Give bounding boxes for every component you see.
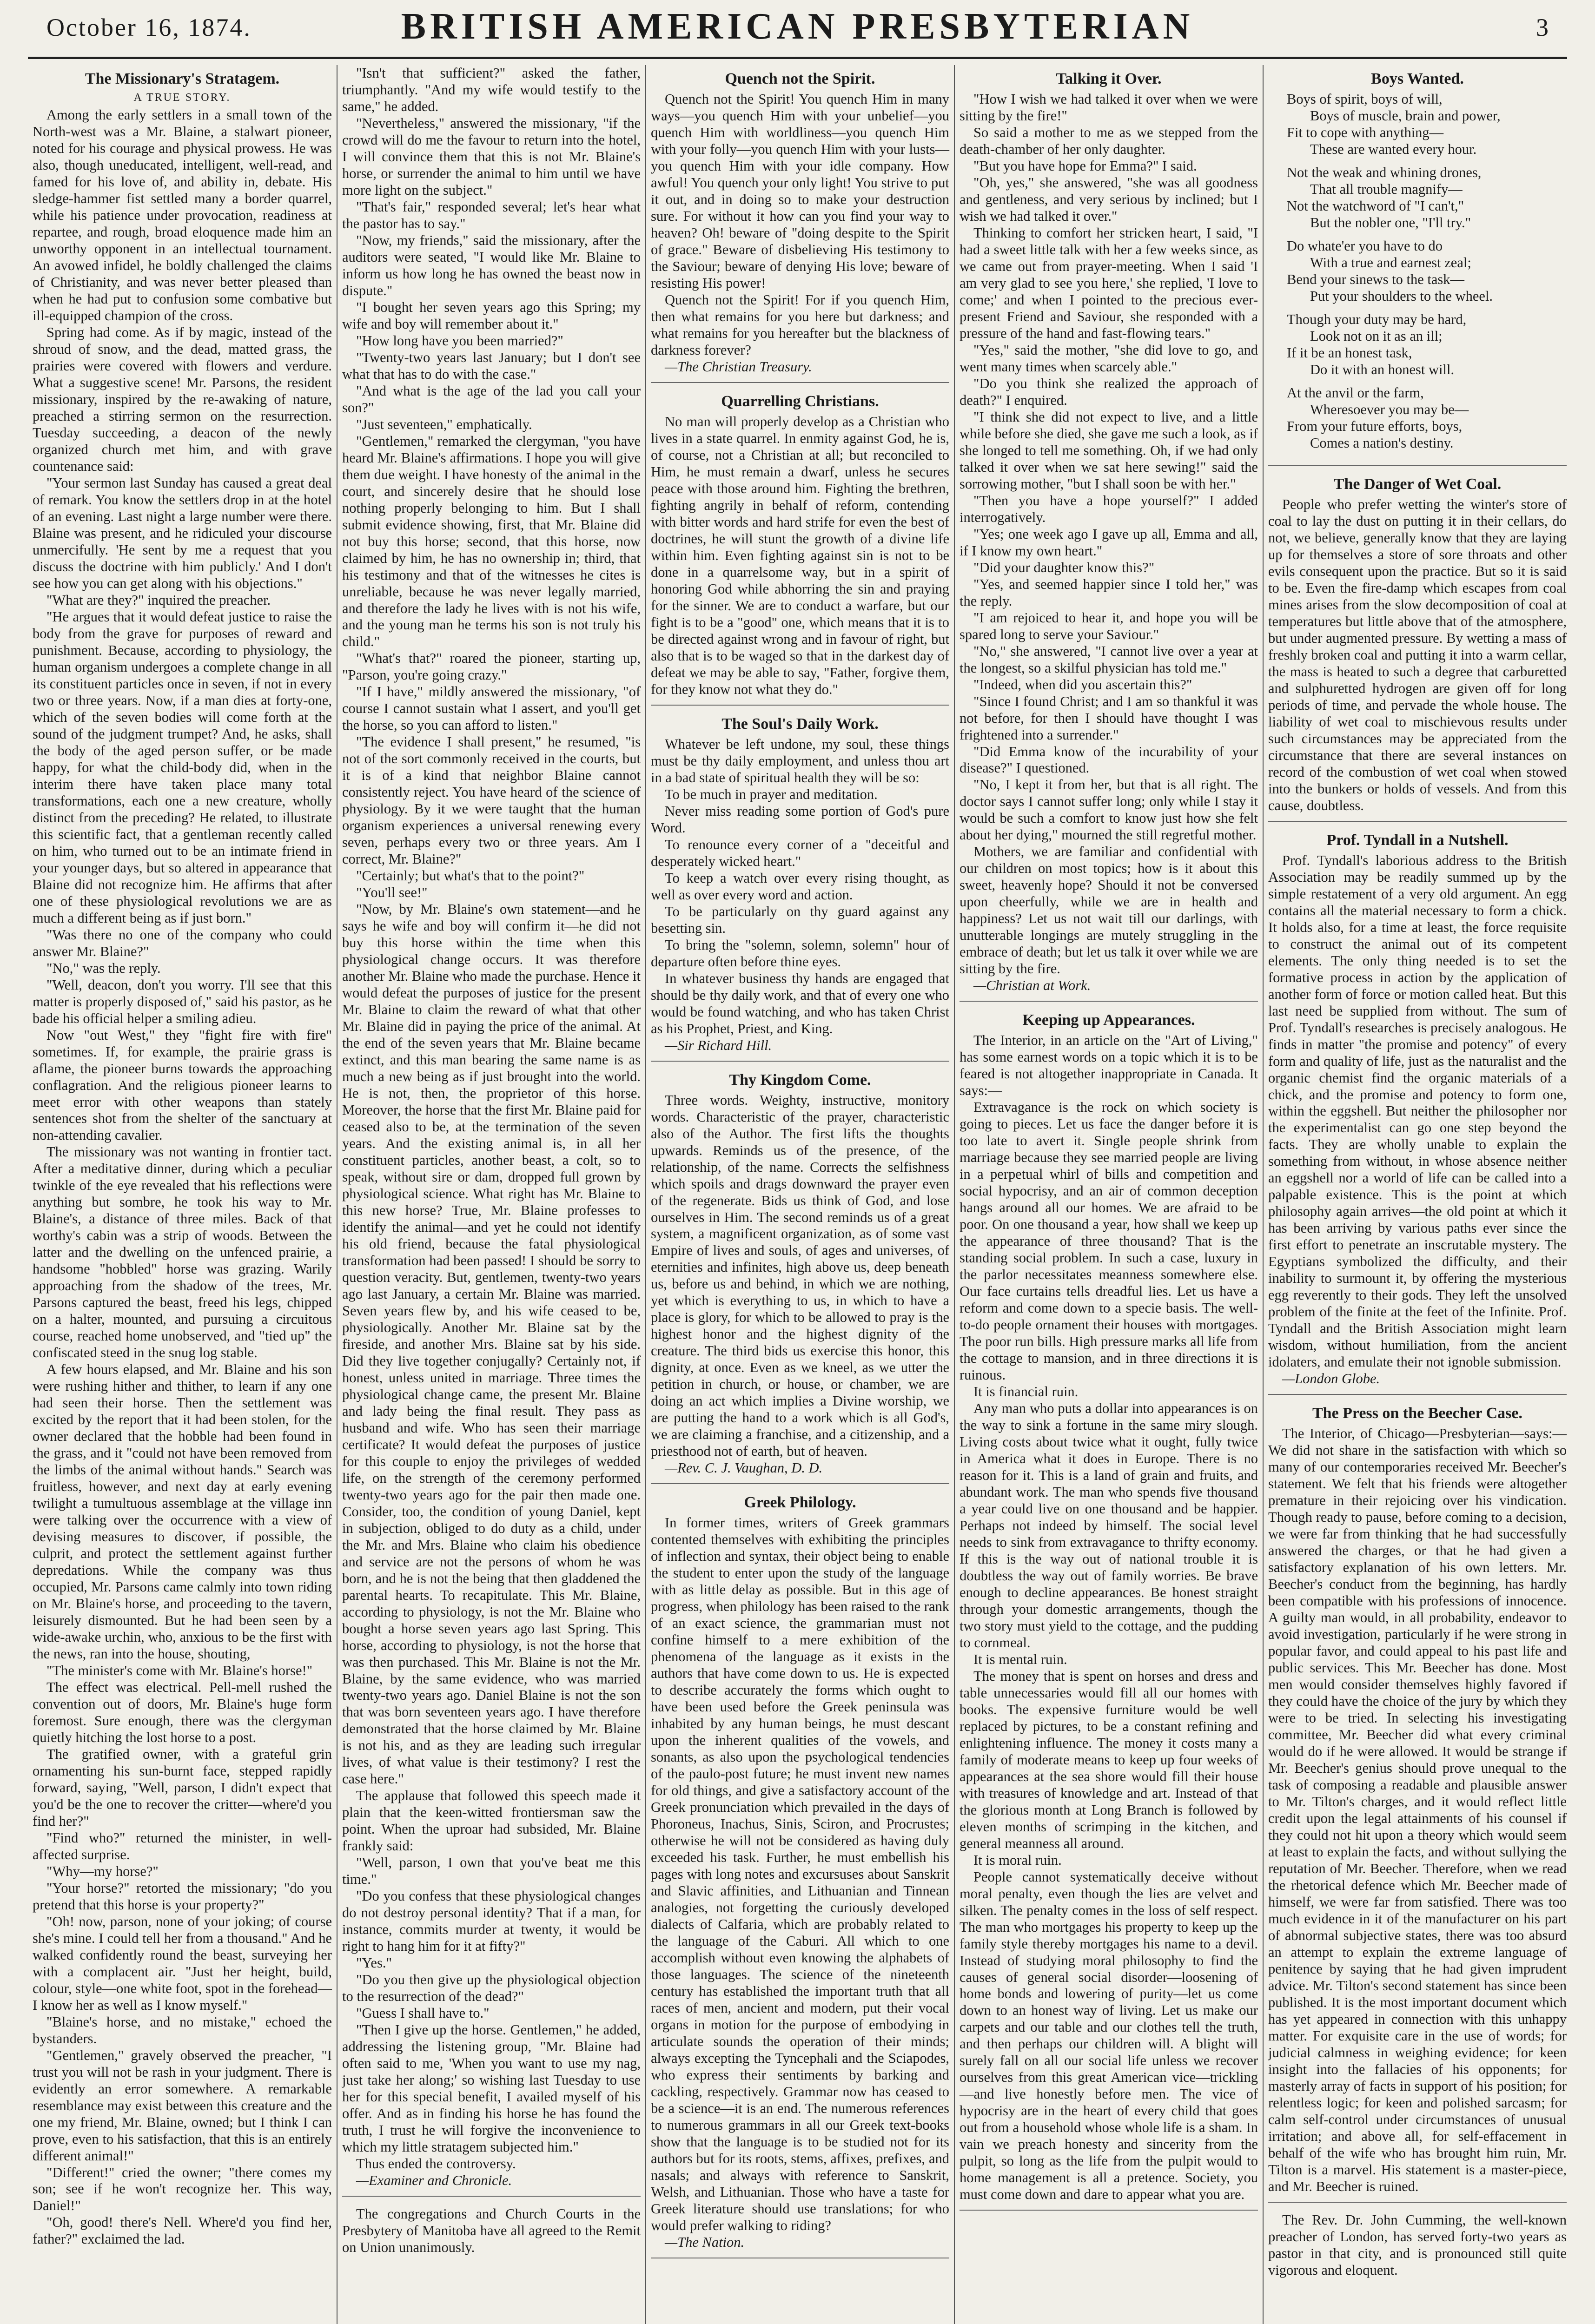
article-kingdom: [651, 1071, 949, 1485]
paragraph: Thinking to comfort her stricken heart, I said, "I had a sweet little talk with her a few weeks since, as we came out from prayer-meeting. When I said 'I am very glad to see you here,' she replied, 'I love to come;' and when I pointed to the precious ever-present Friend and Saviour, she responded with a pressure of the hand and fast-flowing tears.": [960, 224, 1258, 341]
paragraph: In whatever business thy hands are engaged that should be thy daily work, and that of every one who would be found watching, and who has taken Christ as his Prophet, Priest, and King.: [651, 970, 949, 1037]
stanza-gap: [1268, 158, 1567, 165]
article-title: Prof. Tyndall in a Nutshell.: [1326, 831, 1509, 849]
paragraph: "Guess I shall have to.": [356, 2005, 490, 2021]
paragraph: To renounce every corner of a "deceitful and desperately wicked heart.": [651, 836, 949, 869]
article-soul: [651, 715, 949, 1062]
paragraph: "Was there no one of the company who could answer Mr. Blaine?": [33, 926, 332, 959]
paragraph: A few hours elapsed, and Mr. Blaine and his son were rushing hither and thither, to learn if any one had seen their horse. Then the settlement was excited by the report that it had been stolen, for the owner declared that the hobble had been found in the grass, and it "could not have been removed from the limbs of the animal without hands." Search was fruitless, however, and next day at early evening twilight a tumultuous assemblage at the village inn were talking over the occurrence with a view of devising measures to discover, if possible, the culprit, and protect the settlement against further depredations. While the company was thus occupied, Mr. Parsons came calmly into town riding on Mr. Blaine's horse, and proceeding to the tavern, leisurely dismounted. But he had been seen by a wide-awake urchin, who, anxious to be the first with the news, ran into the house, shouting,: [33, 1361, 332, 1662]
paragraph: "The minister's come with Mr. Blaine's horse!": [46, 1662, 313, 1678]
paragraph: "Yes," said the mother, "she did love to go, and went many times when scarcely able.": [960, 342, 1258, 375]
poem-line: At the anvil or the farm,: [1287, 384, 1424, 401]
paragraph: "But you have hope for Emma?" I said.: [973, 158, 1197, 174]
paragraph: "Just seventeen," emphatically.: [356, 416, 532, 432]
poem-line: Not the weak and whining drones,: [1287, 165, 1482, 181]
paragraph: People cannot systematically deceive without moral penalty, even though the lies are velvet and silken. The penalty comes in the loss of self respect. The man who mortgages his property to keep up the family style thereby mortgages his name to a devil. Instead of studying moral philosophy to find the causes of general social disorder—loosening of home bonds and lowering of purity—let us come down to an honest way of living. Let us make our carpets and our table and our clothes tell the truth, and then perhaps our children will. A blight will surely fall on all our social life unless we recover ourselves from this great American vice—trickling—and live honestly before men. The vice of hypocrisy are in the heart of every child that goes out from a household whose whole life is a sham. In vain we preach honesty and sincerity from the pulpit, so long as the life from the pulpit would to home management is all a pretence. Society, you must come down and dare to appear what you are.: [960, 1868, 1258, 2203]
page-number: 3: [1536, 13, 1549, 41]
paragraph: "The evidence I shall present," he resumed, "is not of the sort commonly received in the courts, but it is of a kind that neighbor Blaine cannot consistently reject. You have heard of the science of physiology. By it we were taught that the human organism experiences a universal renewing every seven, perhaps every two or three years. Am I correct, Mr. Blaine?": [342, 734, 641, 867]
paragraph: "What's that?" roared the pioneer, starting up, "Parson, you're going crazy.": [342, 650, 641, 683]
article-title: Quench not the Spirit.: [725, 70, 875, 87]
poem-line: Not the watchword of "I can't,": [1287, 198, 1464, 214]
article-source: —Examiner and Chronicle.: [356, 2172, 512, 2189]
paragraph: "Your horse?" retorted the missionary; "do you pretend that this horse is your property?": [33, 1880, 332, 1913]
paragraph: "Why—my horse?": [46, 1863, 159, 1879]
poem-line: Bend your sinews to the task—: [1287, 271, 1465, 287]
paragraph: "Isn't that sufficient?" asked the father, triumphantly. "And my wife would testify to the same," he added.: [342, 65, 641, 114]
stanza-gap: [1268, 305, 1567, 311]
presbytery-notice: The congregations and Church Courts in the Presbytery of Manitoba have all agreed to the Remit on Union unanimously.: [342, 2206, 641, 2255]
paragraph: "Yes.": [356, 1955, 392, 1971]
poem-line: Though your duty may be hard,: [1287, 311, 1467, 327]
article-title: Greek Philology.: [744, 1494, 856, 1512]
paragraph: Spring had come. As if by magic, instead of the shroud of snow, and the dead, matted grass, the prairies were covered with flowers and verdure. What a suggestive scene! Mr. Parsons, the resident missionary, inspired by the re-awaking of nature, preached a stirring sermon on the resurrection. Tuesday succeeding, a deacon of the newly organized church met him, and with grave countenance said:: [33, 324, 332, 475]
article-tyndall: [1268, 831, 1567, 1395]
paragraph: Never miss reading some portion of God's pure Word.: [651, 803, 949, 836]
poem-line: Boys of muscle, brain and power,: [1310, 108, 1501, 124]
stanza-gap: [1268, 452, 1567, 458]
paragraph: "Did your daughter know this?": [973, 559, 1155, 575]
article-greek: [651, 1493, 949, 2258]
paragraph: "Since I found Christ; and I am so thankful it was not before, for then I should have thought I was frightened into a surrender.": [960, 693, 1258, 743]
poem-line: These are wanted every hour.: [1310, 141, 1477, 158]
paragraph: To be particularly on thy guard against any besetting sin.: [651, 903, 949, 936]
paragraph: Thus ended the controversy.: [356, 2156, 516, 2172]
article-subtitle: A TRUE STORY.: [133, 92, 231, 104]
column-3: [645, 65, 954, 2324]
paragraph: "Oh! now, parson, none of your joking; of course she's mine. I could tell her from a thousand." And he walked confidently round the beast, surveying her with a complacent air. "Just her height, build, colour, style—one white foot, spot in the forehead—I know her as well as I know myself.": [33, 1913, 332, 2013]
article-appearances: [960, 1011, 1258, 2211]
paragraph: Prof. Tyndall's laborious address to the British Association may be readily summed up by the simple restatement of a very old argument. An egg contains all the material necessary to form a chick. It holds also, for a time at least, the force requisite to construct the animal out of its competent elements. The only thing needed is to set the formative process in action by the application of another form of force or motion called heat. But this last need be supplied from without. The sum of Prof. Tyndall's researches is precisely analogous. He finds in matter "the promise and potency" of every form and quality of life, just as the naturalist and the organic chemist find the organic materials of a chick, and the promise and potency to form one, within the eggshell. But neither the philosopher nor the experimentalist can go one step beyond the facts. They are wholly unable to explain the something from without, in whose absence neither an eggshell nor a world of life can be called into a palpable existence. This is the point at which philosophy again arrives—the old point at which it has been arriving by various paths ever since the first effort to penetrate an inscrutable mystery. The Egyptians symbolized the difficulty, and their inability to surmount it, by offering the mysterious egg reverently to their gods. They left the unsolved problem of the finite at the feet of the Infinite. Prof. Tyndall and the British Association might learn wisdom, without humiliation, from the ancient idolaters, and emulate their not ignoble submission.: [1268, 852, 1567, 1370]
paragraph: Extravagance is the rock on which society is going to pieces. Let us face the danger before it is too late to avert it. Single people shrink from marriage because they see married people are living in a perpetual whirl of bills and competition and social hypocrisy, and an air of common deception hangs around all our homes. We are afraid to be poor. On one thousand a year, how shall we keep up the appearance of three thousand? That is the standing social problem. In such a case, luxury in the parlor necessitates meanness somewhere else. Our face curtains tells dreadful lies. Let us have a reform and come down to a specie basis. The well-to-do people ornament their houses with mortgages. The poor run bills. High pressure marks all life from the cottage to mansion, and in three directions it is ruinous.: [960, 1099, 1258, 1383]
paragraph: So said a mother to me as we stepped from the death-chamber of her only daughter.: [960, 125, 1258, 158]
paragraph: Mothers, we are familiar and confidential with our children on most topics; how is it about this sweet, heavenly hope? Should it not be conversed upon cheerfully, while we are in health and happiness? Let us not wait till our darlings, with unutterable longings are mutely struggling in the embrace of death; but let us talk it over while we are sitting by the fire.: [960, 844, 1258, 977]
stanza-gap: [1268, 231, 1567, 238]
paragraph: "Your sermon last Sunday has caused a great deal of remark. You know the settlers drop in at the hotel of an evening. Last night a large number were there. Blaine was present, and he ridiculed your discourse unmercifully. 'He sent by me a request that you discuss the doctrine with him publicly.' And I don't see how you can get along with his objections.": [33, 475, 332, 591]
article-title: The Soul's Daily Work.: [721, 715, 879, 733]
article-title: Quarrelling Christians.: [721, 392, 879, 410]
paragraph: In former times, writers of Greek grammars contented themselves with exhibiting the principles of inflection and syntax, their object being to enable the student to enter upon the study of the language with as little delay as possible. But in this age of progress, when philology has been raised to the rank of an exact science, the grammarian must not confine himself to a mere exhibition of the phenomena of the language as it exists in the authors that have come down to us. He is expected to describe accurately the forms which ought to have been used before the Greek peninsula was inhabited by any human beings, he must descant upon the inherent qualities of the vowels, and sonants, as also upon the psychological tendencies of the paulo-post future; he must invent new names for old things, and give a satisfactory account of the Greek pronunciation which prevailed in the days of Phoroneus, Inachus, Sinis, Sciron, and Procrustes; otherwise he will not be considered as having duly exceeded his task. Further, he must embellish his pages with long notes and excursuses about Sanskrit and Slavic affinities, and Lithuanian and Tinnean analogies, not forgetting the curiously developed dialects of Calfaria, which are probably related to the language of the Caburi. All which to one accomplish without even knowing the alphabets of those languages. The science of the nineteenth century has established the important truth that all races of men, ancient and modern, put their vocal organs in motion for the purpose of embodying in articulate sounds the operation of their minds; always excepting the Tyncephali and the Sciapodes, who express their sentiments by barking and cackling, respectively. Grammar now has ceased to be a science—it is an end. The numerous references to numerous grammars in all our Greek text-books show that the language is to be studied not for its authors but for its roots, stems, affixes, prefixes, and nasals; and always with reference to Sanskrit, Welsh, and Lithuanian. Those who have a taste for Greek literature should use translations; for who would prefer walking to riding?: [651, 1515, 949, 2233]
issue-date: October 16, 1874.: [46, 13, 251, 41]
paragraph: The missionary was not wanting in frontier tact. After a meditative dinner, during which a peculiar twinkle of the eye revealed that his reflections were anything but sombre, he took his way to Mr. Blaine's, a distance of three miles. Back of that worthy's cabin was a strip of woods. Between the latter and the dwelling on the unfenced prairie, a handsome "hobbled" horse was grazing. Warily approaching from the shadow of the trees, Mr. Parsons captured the beast, freed his legs, chipped on a halter, mounted, and pursuing a circuitous course, reached home unobserved, and "tied up" the confiscated steed in the snug log stable.: [33, 1144, 332, 1361]
paragraph: "Twenty-two years last January; but I don't see what that has to do with the case.": [342, 349, 641, 382]
paragraph: Quench not the Spirit! You quench Him in many ways—you quench Him with your unbelief—you quench Him with worldliness—you quench Him with your folly—you quench Him with your lusts—you quench Him with your idle company. How awful! You quench your only light! You strive to put it out, and in doing so to make your destruction sure. For without it how can you find your way to heaven? Oh! beware of "doing despite to the Spirit of grace." Beware of disbelieving His testimony to the Saviour; beware of denying His love; beware of resisting His power!: [651, 91, 949, 291]
paragraph: "I am rejoiced to hear it, and hope you will be spared long to serve your Saviour.": [960, 609, 1258, 642]
masthead: [19, 5, 1576, 56]
newspaper-title: BRITISH AMERICAN PRESBYTERIAN: [401, 6, 1194, 47]
paragraph: "How long have you been married?": [356, 332, 563, 349]
paragraph: To bring the "solemn, solemn, solemn" hour of departure often before thine eyes.: [651, 937, 949, 970]
column-2: [337, 65, 645, 2324]
paragraph: Quench not the Spirit! For if you quench Him, then what remains for you here but darkness; and what remains for you hereafter but the blackness of darkness forever?: [651, 291, 949, 358]
poem-line: Do it with an honest will.: [1310, 361, 1455, 377]
article-title: The Press on the Beecher Case.: [1312, 1405, 1522, 1422]
poem-line: From your future efforts, boys,: [1287, 418, 1463, 434]
article-source: —London Globe.: [1282, 1371, 1380, 1387]
paragraph: "Then I give up the horse. Gentlemen," he added, addressing the listening group, "Mr. Blaine had often said to me, 'When you want to use my nag, just take her along;' so wishing last Tuesday to use her for this special benefit, I availed myself of his offer. And as in finding his horse he has found the truth, I trust he will forgive the inconvenience to which my little stratagem subjected him.": [342, 2022, 641, 2155]
article-coal: [1268, 475, 1567, 822]
article-quench: [651, 70, 949, 383]
article-source: —Sir Richard Hill.: [665, 1037, 772, 1053]
paragraph: "He argues that it would defeat justice to raise the body from the grave for purposes of reward and punishment. Because, according to physiology, the human organism undergoes a complete change in all its constituent particles once in seven, if not in every two or three years. Now, if a man dies at forty-one, which of the seven bodies will come forth at the sound of the judgment trumpet? And, he asks, shall the body of the aged person suffer, or be made happy, for what the child-body did, when in the interim there have taken place many total transformations, each one a new creature, wholly distinct from the preceding? He related, to illustrate this scientific fact, that a gentleman recently called on him, who turned out to be an intimate friend in your younger days, but so altered in appearance that Blaine did not recognize him. He affirms that after one of these physiological revolutions we are as much a different being as if just born.": [33, 608, 332, 926]
poem-line: Put your shoulders to the wheel.: [1310, 288, 1493, 304]
paragraph: No man will properly develop as a Christian who lives in a state quarrel. In enmity against God, he is, of course, not a Christian at all; but reconciled to Him, he must remain a dwarf, unless he secures peace with those around him. Fighting the brethren, fighting angrily in behalf of reform, contending with bitter words and hard strife for even the best of doctrines, he will stunt the growth of a divine life within him. Even fighting against sin is not to be done in a quarrelsome way, but in a spirit of honoring God while abhorring the sin and praying for the sinner. We are to conduct a warfare, but our fight is to be a "good" one, which means that it is to be directed against wrong and in favour of right, but also that is to be waged so that in the darkest day of defeat we may be able to say, "Father, forgive them, for they know not what they do.": [651, 413, 949, 697]
paragraph: Now "out West," they "fight fire with fire" sometimes. If, for example, the prairie grass is aflame, the pioneer burns towards the approaching conflagration. And the religious pioneer learns to meet error with other weapons than stately sentences shot from the shelter of the sanctuary at non-attending cavalier.: [33, 1027, 332, 1143]
paragraph: "If I have," mildly answered the missionary, "of course I cannot sustain what I assert, and you'll get the horse, so you can afford to listen.": [342, 684, 641, 733]
paragraph: People who prefer wetting the winter's store of coal to lay the dust on putting it in their cellars, do not, we believe, generally know that they are laying up for themselves a store of sore throats and other evils consequent upon the practice. But so it is said to be. Even the fire-damp which escapes from coal mines arises from the slow decomposition of coal at temperatures but little above that of the atmosphere, but under augmented pressure. By wetting a mass of freshly broken coal and putting it into a warm cellar, the mass is heated to such a degree that carburetted and sulphuretted hydrogen are given off for long periods of time, and pervade the whole house. The liability of wet coal to mischievous results under such circumstances may be appreciated from the circumstance that there are several instances on record of the combustion of wet coal when stowed into the bunkers or holds of vessels. And from this cause, doubtless.: [1268, 496, 1567, 813]
paragraph: Three words. Weighty, instructive, monitory words. Characteristic of the prayer, characteristic also of the Author. The first lifts the thoughts upwards. Reminds us of the presence, of the relationship, of the name. Corrects the selfishness which spoils and drags downward the prayer even of the regenerate. Bids us think of God, and lose ourselves in Him. The second reminds us of a great system, a magnificent organization, as of some vast Empire of lives and souls, of ages and universes, of eternities and infinites, high above us, deep beneath us, before us and behind, in which we are nothing, yet which is everything to us, in which to have a place is glory, for which to be allowed to pray is the highest honor and the highest dignity of the creature. The third bids us exercise this honor, this dignity, at once. Even as we kneel, as we utter the petition in church, or house, or chamber, we are doing an act which implies a Divine worship, we are putting the hand to a work which is all God's, we are claiming a franchise, and a citizenship, and a priesthood not of earth, but of heaven.: [651, 1092, 949, 1459]
paragraph: "No," she answered, "I cannot live over a year at the longest, so a skilful physician has told me.": [960, 643, 1258, 676]
paragraph: "Find who?" returned the minister, in well-affected surprise.: [33, 1829, 332, 1862]
stanza-gap: [1268, 378, 1567, 385]
paragraph: It is moral ruin.: [973, 1852, 1062, 1868]
paragraph: "Do you think she realized the approach of death?" I enquired.: [960, 375, 1258, 408]
article-title: Thy Kingdom Come.: [729, 1071, 871, 1089]
paragraph: "No, I kept it from her, but that is all right. The doctor says I cannot suffer long; only while I stay it would be such a comfort to know just how she felt about her dying," mourned the still regretful mother.: [960, 777, 1258, 843]
article-missionary: [33, 70, 332, 2254]
article-source: —The Christian Treasury.: [665, 358, 812, 375]
paragraph: "Certainly; but what's that to the point?": [356, 868, 585, 884]
poem-line: Do whate'er you have to do: [1287, 238, 1443, 254]
poem-boys-wanted: [1268, 70, 1567, 466]
paragraph: Among the early settlers in a small town of the North-west was a Mr. Blaine, a stalwart pioneer, noted for his courage and physical prowess. He was also, though uneducated, intelligent, well-read, and famed for his love of, and ability in, debate. His sledge-hammer fist settled many a border quarrel, while his patience under provocation, readiness at repartee, and rough, broad eloquence made him an unworthy opponent in an intellectual tournament. An avowed infidel, he boldly challenged the claims of Christianity, and was never better pleased than when he had put to confusion some combative but ill-equipped champion of the cross.: [33, 107, 332, 324]
masthead-rule: [28, 57, 1567, 59]
paragraph: "You'll see!": [356, 885, 428, 901]
paragraph: "That's fair," responded several; let's hear what the pastor has to say.": [342, 198, 641, 231]
column-5: [1263, 65, 1571, 2324]
paragraph: "Different!" cried the owner; "there comes my son; see if he won't recognize her. This way, Daniel!": [33, 2164, 332, 2214]
paragraph: "I bought her seven years ago this Spring; my wife and boy will remember about it.": [342, 299, 641, 332]
poem-line: That all trouble magnify—: [1310, 181, 1463, 198]
paragraph: The money that is spent on horses and dress and table unnecessaries would fill all our homes with books. The expensive furniture would be well replaced by pictures, to be a constant refining and enlightening influence. The money it costs many a family of moderate means to keep up four weeks of appearances at the sea shore would fill their house with treasures of knowledge and art. Instead of that the glorious month at Long Branch is followed by eleven months of scrimping in the kitchen, and general meanness all around.: [960, 1668, 1258, 1851]
paragraph: It is financial ruin.: [973, 1384, 1079, 1400]
paragraph: "Nevertheless," answered the missionary, "if the crowd will do me the favour to return into the hotel, I will convince them that this is not Mr. Blaine's horse, or surrender the animal to him until we have more light on the subject.": [342, 115, 641, 198]
article-title: Keeping up Appearances.: [1022, 1011, 1195, 1029]
poem-line: Look not on it as an ill;: [1310, 328, 1443, 344]
article-source: —The Nation.: [665, 2234, 745, 2250]
paragraph: "How I wish we had talked it over when we were sitting by the fire!": [960, 91, 1258, 124]
poem-lines: [1268, 91, 1567, 458]
paragraph: "Blaine's horse, and no mistake," echoed the bystanders.: [33, 2014, 332, 2047]
paragraph: "Did Emma know of the incurability of your disease?" I questioned.: [960, 743, 1258, 776]
poem-line: Wheresoever you may be—: [1310, 401, 1469, 417]
paragraph: "Then you have a hope yourself?" I added interrogatively.: [960, 492, 1258, 525]
paragraph: The effect was electrical. Pell-mell rushed the convention out of doors, Mr. Blaine's huge form foremost. Sure enough, there was the clergyman quietly hitching the lost horse to a post.: [33, 1679, 332, 1745]
paragraph: "Oh, good! there's Nell. Where'd you find her, father?" exclaimed the lad.: [33, 2214, 332, 2247]
article-source: —Christian at Work.: [973, 977, 1091, 994]
paragraph: "I think she did not expect to live, and a little while before she died, she gave me such a look, as if she longed to tell me something. Oh, if we had only talked it over when we sat here sewing!" said the sorrowing mother, "but I shall soon be with her.": [960, 409, 1258, 492]
paragraph: "What are they?" inquired the preacher.: [46, 592, 271, 608]
paragraph: "Yes; one week ago I gave up all, Emma and all, if I know my own heart.": [960, 526, 1258, 559]
article-talking: [960, 70, 1258, 1002]
paragraph: "Yes, and seemed happier since I told her," was the reply.: [960, 576, 1258, 609]
paragraph: "Well, deacon, don't you worry. I'll see that this matter is properly disposed of," said his pastor, as he bade his official helper a smiling adieu.: [33, 977, 332, 1026]
poem-line: Comes a nation's destiny.: [1310, 435, 1454, 451]
poem-title: Boys Wanted.: [1371, 70, 1464, 87]
article-title: The Missionary's Stratagem.: [85, 70, 280, 87]
paragraph: "Do you confess that these physiological changes do not destroy personal identity? That if a man, for instance, commits murder at twenty, it would be right to hang him for it at fifty?": [342, 1888, 641, 1954]
article-quarrelling: [651, 392, 949, 706]
poem-line: Fit to cope with anything—: [1287, 125, 1444, 141]
paragraph: The gratified owner, with a grateful grin ornamenting his sun-burnt face, stepped rapidly forward, saying, "Well, parson, I didn't expect that you'd be the one to recover the critter—where'd you find her?": [33, 1746, 332, 1829]
paragraph: "Now, by Mr. Blaine's own statement—and he says he wife and boy will confirm it—he did not buy this horse within the time when this physiological change occurs. It was therefore another Mr. Blaine who made the purchase. Hence it would defeat the purposes of justice for the present Mr. Blaine to claim the reward of what that other Mr. Blaine did in paying the price of the animal. At the end of the seven years that Mr. Blaine became extinct, and this man bearing the same name is as much a new being as if just brought into the world. He is not, then, the proprietor of this horse. Moreover, the horse that the first Mr. Blaine paid for ceased also to be, at the termination of the seven years. And the existing animal is, in all her constituent particles, another beast, a colt, so to speak, without sire or dam, dropped full grown by physiological science. What right has Mr. Blaine to this new horse? True, Mr. Blaine professes to identify the animal—and yet he could not identify his old friend, because the fatal physiological transformation had been passed! I should be sorry to question veracity. But, gentlemen, twenty-two years ago last January, a certain Mr. Blaine was married. Seven years flew by, and his wife ceased to be, physiologically. Another Mr. Blaine sat by the fireside, and another Mrs. Blaine sat by his side. Did they live together conjugally? Certainly not, if honest, unless united in marriage. Three times the physiological change came, the present Mr. Blaine and lady being the final result. They pass as husband and wife. Who has seen their marriage certificate? It would defeat the purposes of justice for this couple to enjoy the privileges of wedded life, on the strength of the ceremony performed twenty-two years ago for the pair then made one. Consider, too, the condition of young Daniel, kept in subjection, obliged to do duty as a child, under the Mr. and Mrs. Blaine who claim his obedience and service are not the persons of whom he was born, and he is not the being that then gladdened the parental hearts. To recapitulate. This Mr. Blaine, according to physiology, is not the Mr. Blaine who bought a horse seven years ago last Spring. This horse, according to physiology, is not the horse that was then purchased. This Mr. Blaine is not the Mr. Blaine, by the same evidence, who was married twenty-two years ago. Daniel Blaine is not the son that was born seventeen years ago. I have therefore demonstrated that the horse claimed by Mr. Blaine is not his, and as they are leading such irregular lives, of what value is their testimony? I rest the case here.": [342, 901, 641, 1787]
article-source: —Rev. C. J. Vaughan, D. D.: [665, 1460, 823, 1476]
paragraph: "Gentlemen," remarked the clergyman, "you have heard Mr. Blaine's affirmations. I hope you will give them due weight. I have honesty of the animal in the court, and sincerely desire that he should lose nothing properly belonging to him. But I shall submit evidence showing, first, that Mr. Blaine did not buy this horse; second, that this horse, now claimed by him, he has no ownership in; third, that his testimony and that of the witnesses he cites is unreliable, because he was never legally married, and therefore the lady he lives with is not his wife, and the young man he terms his son is not truly his child.": [342, 433, 641, 650]
poem-line: But the nobler one, "I'll try.": [1310, 215, 1471, 231]
paragraph: The Interior, in an article on the "Art of Living," has some earnest words on a topic which it is to be feared is not altogether inappropriate in Canada. It says:—: [960, 1032, 1258, 1099]
paragraph: To keep a watch over every rising thought, as well as over every word and action.: [651, 870, 949, 903]
article-title: The Danger of Wet Coal.: [1333, 475, 1502, 493]
paragraph: It is mental ruin.: [973, 1651, 1067, 1667]
paragraph: The applause that followed this speech made it plain that the keen-witted frontiersman saw the point. When the uproar had subsided, Mr. Blaine frankly said:: [342, 1788, 641, 1854]
paragraph: "And what is the age of the lad you call your son?": [342, 383, 641, 416]
paragraph: Any man who puts a dollar into appearances is on the way to sink a fortune in the same miry slough. Living costs about twice what it ought, fully twice in America what it does in Europe. There is no reason for it. This is a land of grain and fruits, and abundant work. The man who spends five thousand a year could live on one thousand and be happier. Perhaps not indeed by himself. The social level needs to sink from extravagance to thrifty economy. If this is the way out of national trouble it is doubtless the way out of family worries. Be brave enough to decline appearances. Be honest straight through your domestic arrangements, though the two story must yield to the cottage, and the pudding to cornmeal.: [960, 1400, 1258, 1651]
article-title: Talking it Over.: [1056, 70, 1162, 87]
paragraph: "Now, my friends," said the missionary, after the auditors were seated, "I would like Mr. Blaine to inform us how long he has owned the beast now in dispute.": [342, 232, 641, 298]
paragraph: "Gentlemen," gravely observed the preacher, "I trust you will not be rash in your judgment. There is evidently an error somewhere. A remarkable resemblance may exist between this creature and the one my friend, Mr. Blaine, owned; but I think I can prove, even to his satisfaction, that this is an entirely different animal!": [33, 2047, 332, 2164]
column-1: [28, 65, 337, 2324]
paragraph: Whatever be left undone, my soul, these things must be thy daily employment, and unless thou art in a bad state of spiritual health they will be so:: [651, 736, 949, 786]
paragraph: "Oh, yes," she answered, "she was all goodness and gentleness, and very serious by inclined; but I wish we had talked it over.": [960, 175, 1258, 224]
poem-line: With a true and earnest zeal;: [1310, 254, 1471, 271]
paragraph: The Interior, of Chicago—Presbyterian—says:—We did not share in the satisfaction with which so many of our contemporaries received Mr. Beecher's statement. We felt that his friends were altogether premature in their rejoicing over his vindication. Though ready to pause, before coming to a decision, we were far from thinking that he had successfully answered the charges, or that he had given a satisfactory explanation of his own letters. Mr. Beecher's conduct from the beginning, has hardly been compatible with his professions of innocence. A guilty man would, in all probability, endeavor to avoid investigation, particularly if he were strong in popular favor, and could appeal to his past life and public services. This Mr. Beecher has done. Most men would consider themselves highly favored if they could have the choice of the jury by which they were to be tried. In selecting his investigating committee, Mr. Beecher did what every criminal would do if he were allowed. It would be strange if Mr. Beecher's genius should prove unequal to the task of composing a readable and plausible answer to Mr. Tilton's charges, and it would reflect little credit upon the legal attainments of his counsel if they could not hit upon a theory which would seem at least to explain the facts, and without sullying the reputation of Mr. Beecher. Therefore, when we read the rhetorical defence which Mr. Beecher made of himself, we were far from satisfied. There was too much evidence in it of the manufacturer on his part of abnormal subjective states, there was too absurd an attempt to explain the extreme language of penitence by saying that he had given imprudent advice. Mr. Tilton's second statement has since been published. It is the most important document which has yet appeared in connection with this unhappy matter. For exquisite care in the use of words; for judicial calmness in weighing evidence; for keen insight into the fallacies of his opponents; for masterly array of facts in support of his position; for relentless logic; for keen and polished sarcasm; for calm self-control under circumstances of unusual irritation; and above all, for self-effacement in behalf of the wife who has brought him ruin, Mr. Tilton is a marvel. His statement is a master-piece, and Mr. Beecher is ruined.: [1268, 1426, 1567, 2194]
paragraph: To be much in prayer and meditation.: [665, 786, 878, 802]
column-4: [954, 65, 1263, 2324]
poem-line: If it be an honest task,: [1287, 344, 1412, 361]
paragraph: "Well, parson, I own that you've beat me this time.": [342, 1855, 641, 1888]
paragraph: "Indeed, when did you ascertain this?": [973, 676, 1192, 693]
cumming-note: The Rev. Dr. John Cumming, the well-known preacher of London, has served forty-two years as pastor in that city, and is pronounced still quite vigorous and eloquent.: [1268, 2212, 1567, 2278]
article-beecher: [1268, 1404, 1567, 2202]
poem-line: Boys of spirit, boys of will,: [1287, 91, 1443, 107]
paragraph: "Do you then give up the physiological objection to the resurrection of the dead?": [342, 1972, 641, 2005]
article-missionary-continued: [342, 65, 641, 2197]
paragraph: "No," was the reply.: [46, 960, 161, 976]
